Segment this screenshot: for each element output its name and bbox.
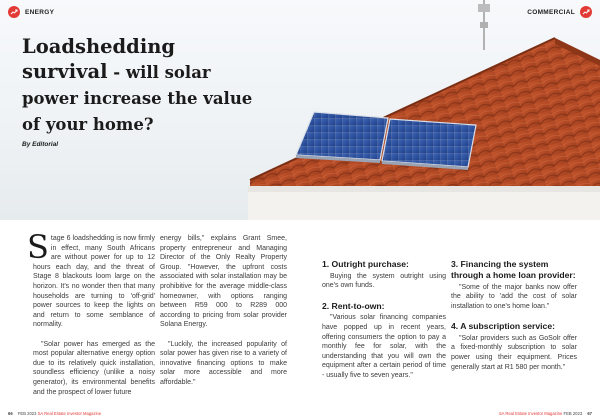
subheading-outright-purchase: 1. Outright purchase:: [322, 259, 409, 269]
article-column-2: [160, 234, 287, 397]
magazine-name: SA Real Estate Investor Magazine: [498, 411, 563, 416]
paragraph: "Luckily, the increased popularity of solar power has given rise to a variety of innovative financing options to make solar more accessible and more affordable.": [160, 340, 287, 386]
paragraph: "Solar power has emerged as the most popular alternative energy option due to its relatively quick installation, soundless efficiency (unlike a noisy generator), its environmental benefits and the prospect of lower future: [33, 340, 155, 396]
paragraph: Buying the system outright using one's own funds.: [322, 272, 446, 290]
magazine-name: SA Real Estate Investor Magazine: [37, 411, 102, 416]
headline-line-1: Loadshedding: [22, 35, 176, 58]
page-footer-left: [8, 411, 101, 416]
paragraph: "Solar providers such as GoSolr offer a fixed-monthly subscription to solar power using their equipment. Prices generally start at R1 580 per month.": [451, 334, 577, 371]
intro-text: tage 6 loadshedding is now firmly in effect, many South Africans are without power for up to 12 hours each day, and the threat of Stage 8 blackouts loom large on the horizon. It's no wonder then that many households are turning to 'off-grid' power sources to keep the lights on and return to some semblance of normality.: [33, 235, 155, 329]
section-label: ENERGY: [25, 8, 55, 16]
drop-cap: S: [27, 228, 49, 266]
page-footer-right: [499, 411, 592, 416]
article-column-1: [27, 228, 155, 407]
trend-up-icon: [580, 6, 592, 18]
section-tag-commercial: [527, 6, 592, 18]
article-column-4: [451, 259, 577, 382]
paragraph: "Some of the major banks now offer the ability to 'add the cost of solar installation to one's home loan.": [451, 283, 577, 310]
headline-rest: - will solar power increase the value of your home?: [22, 63, 253, 134]
issue-date: FEB 2023: [17, 411, 37, 416]
paragraph: energy bills," explains Grant Smee, property entrepreneur and Managing Director of the Only Realty Property Group. "However, the upfront costs associated with solar installation may be prohibitive for the average middle-class homeowner, with options ranging between R59 000 to R289 000 according to pricing from solar provider Solana Energy.: [160, 235, 287, 329]
headline-strong: survival: [22, 60, 108, 83]
trend-up-icon: [8, 6, 20, 18]
section-label: COMMERCIAL: [527, 8, 575, 16]
byline: By Editorial: [22, 141, 59, 148]
subheading-rent-to-own: 2. Rent-to-own:: [322, 300, 385, 311]
page-number: 66: [8, 411, 13, 416]
intro-paragraph: [27, 228, 155, 330]
subheading-home-loan: 3. Financing the system through a home loan provider:: [451, 259, 576, 280]
article-column-3: [322, 259, 446, 390]
paragraph: "Various solar financing companies have popped up in recent years, offering consumers the option to pay a monthly fee for solar, with the understanding that you will own the equipment after a certain period of time - usually five to seven years.": [322, 314, 446, 379]
issue-date: FEB 2023: [563, 411, 583, 416]
page-number: 67: [587, 411, 592, 416]
section-tag-energy: [8, 6, 54, 18]
article-headline: [22, 34, 272, 137]
subheading-subscription: 4. A subscription service:: [451, 320, 555, 331]
